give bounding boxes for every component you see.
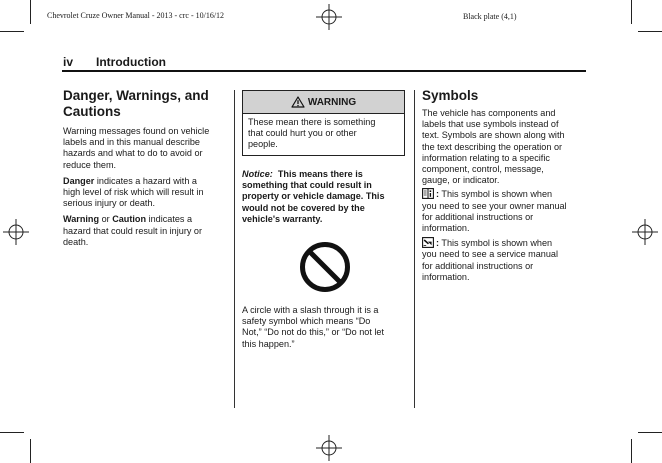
circle-slash-paragraph: A circle with a slash through it is a safety symbol which means “Do Not,” “Do not do this,” or “Do not let this happen.” xyxy=(242,305,385,349)
crop-mark xyxy=(631,0,632,24)
registration-mark-icon xyxy=(632,219,658,245)
warning-caution-paragraph: Warning or Caution indicates a hazard that could result in injury or death. xyxy=(63,214,203,247)
notice-paragraph: Notice: This means there is something that could result in property or vehicle damage. This would not be covered by the vehicle's warranty. xyxy=(242,169,385,224)
header-rule xyxy=(62,70,586,72)
service-manual-icon xyxy=(422,237,434,248)
danger-warnings-heading: Danger, Warnings, and Cautions xyxy=(63,88,209,119)
caution-term: Caution xyxy=(112,214,147,225)
column-divider xyxy=(234,90,235,408)
crop-mark xyxy=(30,0,31,24)
intro-paragraph: Warning messages found on vehicle labels and in this manual describe hazards and what to do to avoid or reduce them. xyxy=(63,126,210,170)
symbols-heading: Symbols xyxy=(422,88,479,103)
danger-paragraph: Danger indicates a hazard with a high level of risk which will result in serious injury or death. xyxy=(63,175,204,209)
symbols-intro: The vehicle has components and labels that use symbols instead of text. Symbols are shown along with the text describing the operation or information relating to a specific component, control, message, gauge, or indicator. xyxy=(422,108,565,186)
no-symbol-icon xyxy=(299,241,351,293)
registration-mark-icon xyxy=(3,219,29,245)
crop-mark xyxy=(0,31,24,32)
warning-label: WARNING xyxy=(307,96,357,108)
owner-manual-symbol-paragraph: : This symbol is shown when you need to see your owner manual for additional instructions or information. xyxy=(422,189,567,234)
crop-mark xyxy=(638,432,662,433)
warning-body: These mean there is something that could hurt you or other people. xyxy=(248,117,376,150)
notice-label: Notice: xyxy=(242,169,273,179)
page-number: iv xyxy=(63,55,74,69)
danger-term: Danger xyxy=(63,175,95,186)
column-divider xyxy=(414,90,415,408)
crop-mark xyxy=(631,439,632,463)
warning-triangle-icon xyxy=(291,96,305,108)
warning-box-header xyxy=(243,91,404,114)
registration-mark-icon xyxy=(316,435,342,461)
owner-manual-icon xyxy=(422,188,434,199)
registration-mark-icon xyxy=(316,4,342,30)
crop-mark xyxy=(30,439,31,463)
warning-box xyxy=(242,90,405,156)
print-header-right: Black plate (4,1) xyxy=(463,12,517,21)
warning-term: Warning xyxy=(63,214,100,225)
crop-mark xyxy=(0,432,24,433)
crop-mark xyxy=(638,31,662,32)
service-manual-symbol-paragraph: : This symbol is shown when you need to see a service manual for additional instructions or information. xyxy=(422,238,558,282)
section-title: Introduction xyxy=(96,55,166,69)
print-header-left: Chevrolet Cruze Owner Manual - 2013 - crc - 10/16/12 xyxy=(47,11,225,20)
right-column xyxy=(422,88,590,283)
left-column xyxy=(63,88,229,248)
